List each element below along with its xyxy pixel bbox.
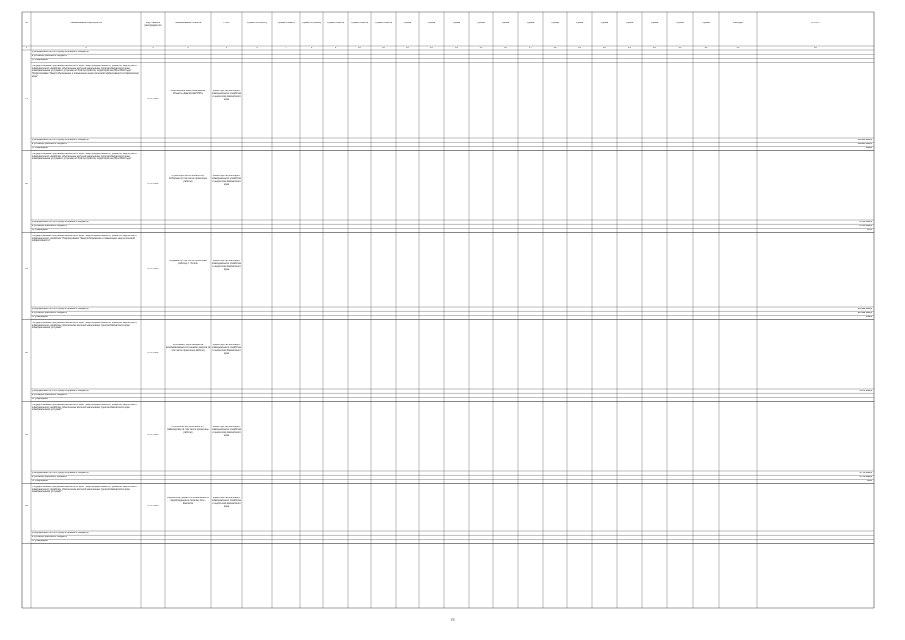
record-total: 97,5 <box>867 229 872 231</box>
record-object: Разработка схемы теплоснабжения и водоотведения в поселке Усть-Камчатск <box>167 497 209 506</box>
record-index: 83 <box>25 434 28 437</box>
column-number: 5 <box>225 46 228 49</box>
column-header: Сумма <box>501 22 510 24</box>
record-total: 22 032 300,0 <box>858 311 872 314</box>
record-program: Государственная программа Камчатского края "Энергоэффективность, развитие энергетики и коммунального хозяйства" Подпрограмма "Энергосбережение и повышение энергетической эффективности" <box>32 234 137 243</box>
record-index: 84 <box>25 505 28 508</box>
column-number: 20 <box>603 46 606 49</box>
column-header: Сумма <box>702 22 710 24</box>
record-program: Государственная программа Камчатского края "Энергоэффективность, развитие энергетики и коммунального хозяйства, обеспечение жителей населенных пунктов Камчатского края коммунальными услугами и услугами по благоустройству территорий на 2014-2018 годы" <box>32 152 137 161</box>
source-row-label: утвержденная (по сети средств краевого бюджета) <box>32 531 89 534</box>
record-code: 074 1 000 <box>147 183 159 186</box>
source-row-label: % утверждено <box>32 398 48 400</box>
record-object: Создание (в том числе проектные работы) с. Тигиль <box>169 259 207 265</box>
record-object: Комплексное энергоснабжение объекта «Камчатский ПКУ» <box>170 90 206 96</box>
page-number: 79 <box>450 618 455 622</box>
record-object: Строительство котельной пос. Соболево (в том числе проектные работы) <box>168 175 208 184</box>
record-object: Строительство котельной в с. Кавалерское (в том числе проектные работы) <box>167 426 209 435</box>
record-program: Государственная программа Камчатского края "Энергоэффективность, развитие энергетики и коммунального хозяйства, обеспечение жителей населенных пунктов Камчатского края коммунальными услугами и услугами по благоустройству территорий на 2014-2018 годы" Подпрограмма "Энергосбережение и повышение энергетической эффективности в Камчатском крае" <box>32 64 139 79</box>
source-row-label: утвержденная (по сети средств краевого бюджета) <box>32 307 89 310</box>
column-number: 15 <box>479 46 483 49</box>
record-index: 81 <box>25 267 28 270</box>
column-header: Сумма <box>403 22 412 24</box>
column-header: № <box>25 22 28 24</box>
column-header: Сумма по объекту <box>246 22 268 24</box>
record-code: 074 1 000 <box>147 98 159 101</box>
column-header: Сумма <box>575 22 584 24</box>
record-code: 074 1 000 <box>147 352 159 355</box>
source-row-label: утвержденная (по сети средств краевого бюджета) <box>32 389 89 392</box>
record-total: 3 700 000,0 <box>859 224 872 227</box>
record-code: 074 1 000 <box>147 267 159 270</box>
column-number: 1 <box>25 46 28 49</box>
column-header: Сумма объекта <box>326 22 345 24</box>
source-row-label: % утверждено <box>32 59 48 61</box>
column-header: Сумма объекта <box>350 22 369 24</box>
source-row-label: в условиях районного бюджета <box>32 224 67 227</box>
source-row-label: % утверждено <box>32 540 48 542</box>
column-number: 14 <box>455 46 458 49</box>
column-number: 10 <box>358 46 361 49</box>
record-index: 79 <box>25 98 28 101</box>
record-total: 3 700 000,0 <box>859 220 872 223</box>
record-total: 33 285 000,0 <box>858 142 872 145</box>
column-number: 17 <box>529 46 532 49</box>
record-total: 4 770 000,0 <box>859 471 872 474</box>
record-total: 16 260 000,0 <box>858 138 872 141</box>
record-grbs: Министерство жилищно-коммунального хозяйства и энергетики Камчатского края <box>212 497 241 509</box>
record-grbs: Министерство жилищно-коммунального хозяйства и энергетики Камчатского края <box>212 259 241 271</box>
column-number: 3 <box>152 46 154 49</box>
record-program: Государственная программа Камчатского края "Энергоэффективность, развитие энергетики и коммунального хозяйства, обеспечение жителей населенных пунктов Камчатского края коммунальными услугами" <box>32 403 137 412</box>
column-number: 16 <box>504 46 507 49</box>
source-row-label: в условиях районного бюджета <box>32 475 67 478</box>
column-header: Сумма <box>427 22 436 24</box>
column-number: 22 <box>653 46 656 49</box>
column-header: Сумма объекта <box>277 22 295 24</box>
column-number: 23 <box>678 46 682 49</box>
source-row-label: утвержденная (по сети средств краевого бюджета) <box>32 138 89 141</box>
record-grbs: Министерство жилищно-коммунального хозяйства и энергетики Камчатского края <box>212 90 241 102</box>
column-number: 4 <box>187 46 189 49</box>
column-header: ИТОГО <box>811 22 820 24</box>
source-row-label: в условиях районного бюджета <box>32 393 67 396</box>
column-header: Код главного распорядителя <box>144 22 162 27</box>
column-header: Наименование объекта <box>174 22 202 24</box>
column-header: Сумма по району <box>301 22 322 24</box>
column-number: 2 <box>85 46 87 49</box>
record-program: Государственная программа Камчатского края "Энергоэффективность, развитие энергетики и коммунального хозяйства, обеспечение жителей населенных пунктов Камчатского края коммунальными услугами" <box>32 485 137 494</box>
source-row-label: в условиях районного бюджета <box>32 535 67 538</box>
source-row-label: в условиях районного бюджета <box>32 142 67 145</box>
column-header: Сумма объекта <box>374 22 393 24</box>
column-number: 12 <box>406 46 409 49</box>
column-header: Сумма <box>551 22 559 24</box>
column-header: Сумма <box>650 22 659 24</box>
column-number: 9 <box>334 46 337 49</box>
record-grbs: Министерство жилищно-коммунального хозяйства и энергетики Камчатского края <box>212 175 241 187</box>
column-header: Сумма <box>452 22 461 24</box>
source-row-label: % утверждено <box>32 316 48 318</box>
record-total: 95,0 <box>867 480 872 482</box>
column-number: 13 <box>430 46 433 49</box>
source-row-label: утвержденная (по сети средств краевого бюджета) <box>32 50 89 53</box>
record-object: Котельная, работающая на возобновляемых источниках энергии (в том числе проектные работы) <box>166 344 210 353</box>
record-total: 100,0 <box>866 316 872 318</box>
column-number: 21 <box>628 46 631 49</box>
column-header: Сумма <box>526 22 535 24</box>
record-index: 80 <box>25 183 28 186</box>
column-number: 7 <box>285 46 287 49</box>
record-code: 074 1 000 <box>147 505 159 508</box>
record-grbs: Министерство жилищно-коммунального хозяйства и энергетики Камчатского края <box>212 426 241 438</box>
record-total: 100,0 <box>866 147 872 149</box>
column-header: Расходы <box>733 22 743 24</box>
column-number: 18 <box>553 46 557 49</box>
column-number: 26 <box>814 46 817 49</box>
source-row-label: в условиях районного бюджета <box>32 311 67 314</box>
source-row-label: в условиях районного бюджета <box>32 54 67 57</box>
record-grbs: Министерство жилищно-коммунального хозяйства и энергетики Камчатского края <box>212 344 241 356</box>
column-number: 24 <box>704 46 708 49</box>
column-number: 8 <box>310 46 313 49</box>
record-total: 1 271 200,0 <box>859 389 872 392</box>
source-row-label: % утверждено <box>32 147 48 149</box>
column-number: 19 <box>578 46 581 49</box>
column-number: 25 <box>736 46 740 49</box>
column-header: Наименование мероприятия <box>70 22 102 24</box>
column-header: Сумма <box>625 22 634 24</box>
column-header: Сумма <box>600 22 609 24</box>
source-row-label: % утверждено <box>32 480 48 482</box>
column-number: 6 <box>256 46 258 49</box>
record-index: 82 <box>25 352 28 355</box>
column-header: ГРБС <box>223 22 230 24</box>
record-code: 074 1 000 <box>147 434 159 437</box>
record-total: 4 770 000,0 <box>859 475 872 478</box>
source-row-label: утвержденная (по сети средств краевого бюджета) <box>32 471 89 474</box>
column-header: Сумма <box>676 22 684 24</box>
record-total: 22 032 300,0 <box>858 307 872 310</box>
record-program: Государственная программа Камчатского края "Энергоэффективность, развитие энергетики и коммунального хозяйства, обеспечение жителей населенных пунктов Камчатского края коммунальными услугами" <box>32 321 137 330</box>
source-row-label: утвержденная (по сети средств краевого бюджета) <box>32 220 89 223</box>
column-header: Сумма <box>477 22 485 24</box>
column-number: 11 <box>382 46 385 49</box>
source-row-label: % утверждено <box>32 229 48 231</box>
